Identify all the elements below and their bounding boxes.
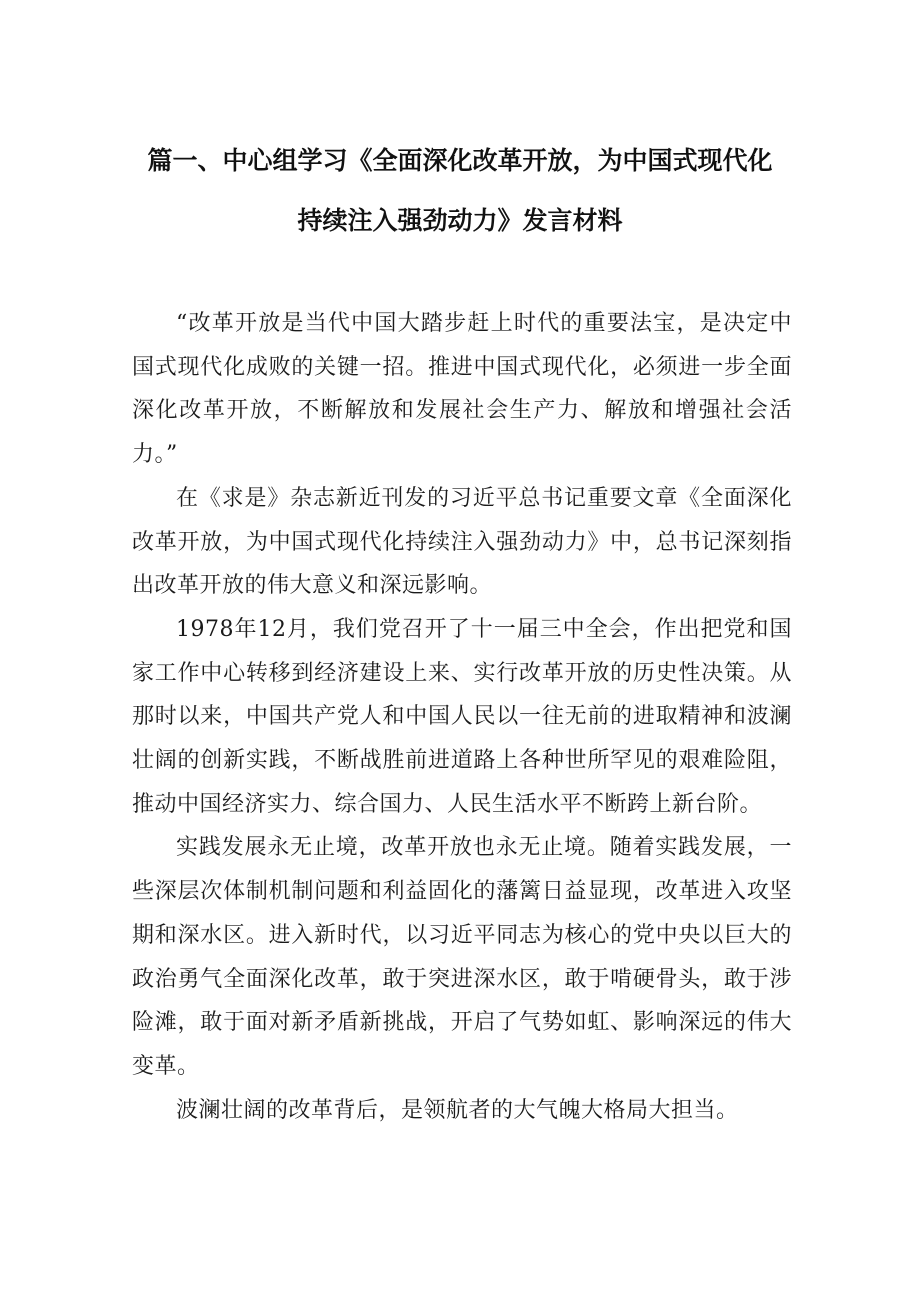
paragraph-quote: “改革开放是当代中国大踏步赶上时代的重要法宝，是决定中国式现代化成败的关键一招。推进中国式现代化，必须进一步全面深化改革开放，不断解放和发展社会生产力、解放和增强社会活力。” xyxy=(132,311,792,468)
paragraph-1978-plenum: 1978年12月，我们党召开了十一届三中全会，作出把党和国家工作中心转移到经济建设上来、实行改革开放的历史性决策。从那时以来，中国共产党人和中国人民以一往无前的进取精神和波澜壮阔的创新实践，不断战胜前进道路上各种世所罕见的艰难险阻，推动中国经济实力、综合国力、人民生活水平不断跨上新台阶。 xyxy=(132,616,792,817)
document-title-line-1: 篇一、中心组学习《全面深化改革开放，为中国式现代化 xyxy=(147,146,773,175)
paragraph-leadership: 波澜壮阔的改革背后，是领航者的大气魄大格局大担当。 xyxy=(176,1097,739,1123)
document-body xyxy=(132,302,792,1132)
paragraph-practice-development: 实践发展永无止境，改革开放也永无止境。随着实践发展，一些深层次体制机制问题和利益固化的藩篱日益显现，改革进入攻坚期和深水区。进入新时代，以习近平同志为核心的党中央以巨大的政治勇气全面深化改革，敢于突进深水区，敢于啃硬骨头，敢于涉险滩，敢于面对新矛盾新挑战，开启了气势如虹、影响深远的伟大变革。 xyxy=(132,835,792,1079)
paragraph-qiushi-article: 在《求是》杂志新近刊发的习近平总书记重要文章《全面深化改革开放，为中国式现代化持续注入强劲动力》中，总书记深刻指出改革开放的伟大意义和深远影响。 xyxy=(132,485,792,599)
document-title-line-2: 持续注入强劲动力》发言材料 xyxy=(297,206,623,235)
